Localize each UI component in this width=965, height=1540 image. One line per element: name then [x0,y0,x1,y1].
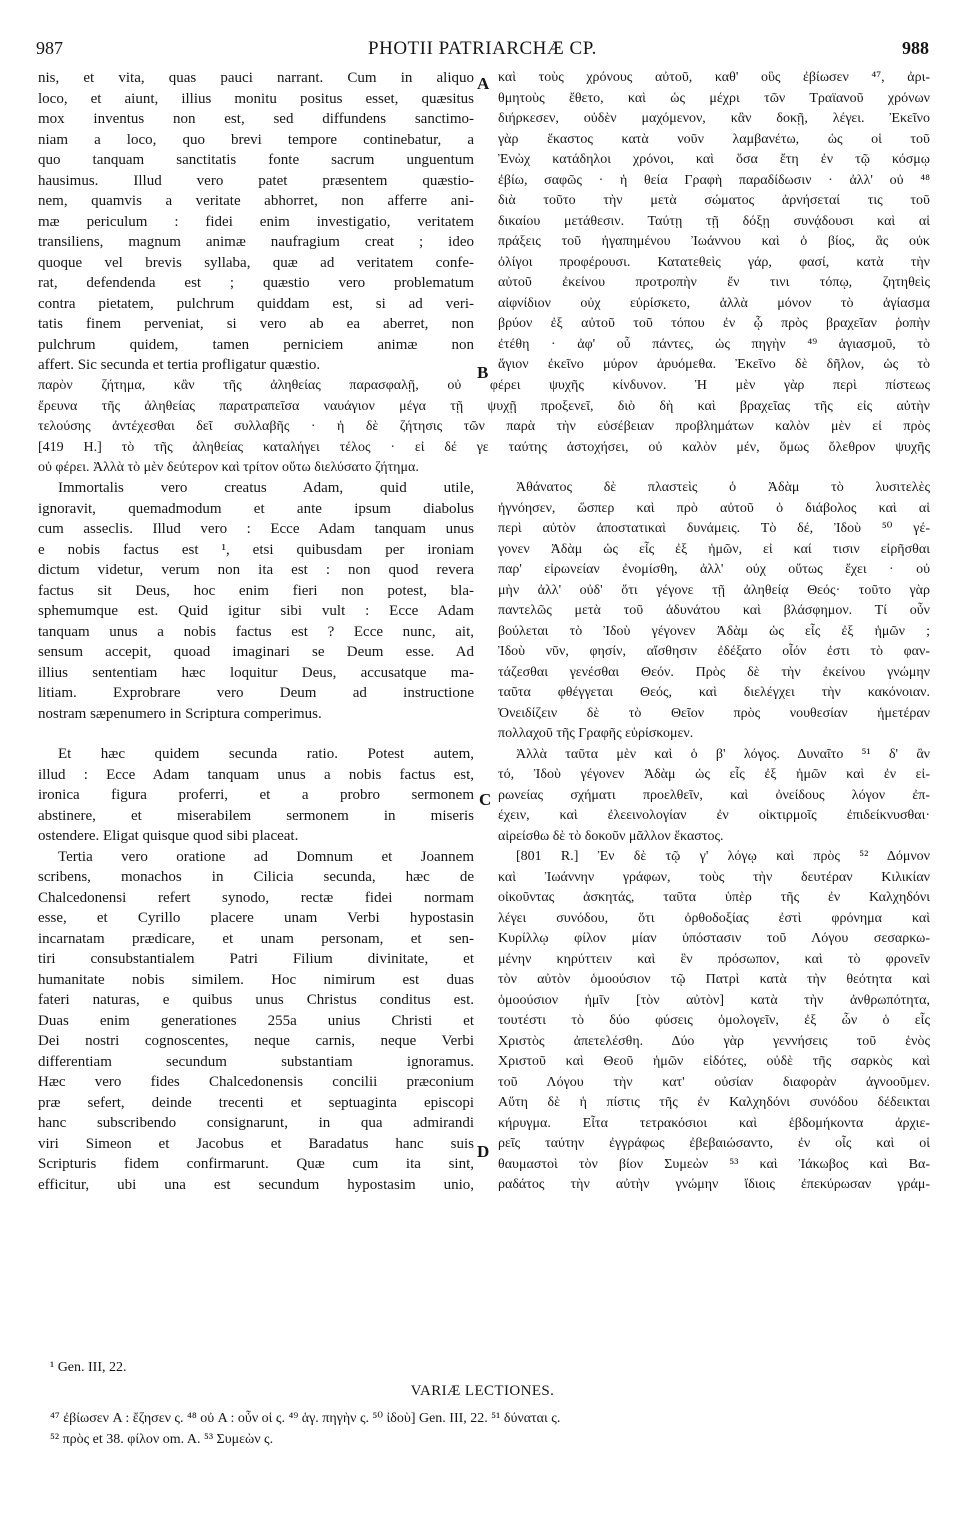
text-line: tanquam unus a nobis factus est ? Ecce nunc, ait, [38,623,474,640]
text-line: Αὕτη δὲ ἡ πίστις τῆς ἐν Καλχηδόνι συνόδου δέδεικται [498,1095,930,1110]
greek-column-top [498,68,930,376]
text-line: sphemumque est. Quid igitur sibi vult : Ecce Adam [38,603,474,619]
text-line: αἱρείσθω δὲ τὸ δοκοῦν μᾶλλον ἕκαστος. [498,828,724,844]
text-line: βούλεται τὸ Ἰδοὺ γέγονεν Ἀδὰμ ὡς εἷς ἐξ ἡμῶν ; [498,623,930,639]
margin-mark-b: B [477,363,489,382]
text-line: Et hæc quidem secunda ratio. Potest autem, [58,746,474,762]
text-line: Chalcedonensi refert synodo, rectæ fidei normam [38,889,474,906]
text-line: καὶ Ἰωάννην γράφων, τοὺς τὴν δευτέραν Κιλικίαν [498,869,930,885]
text-line: οὐ φέρει. Ἀλλὰ τὸ μὲν δεύτερον καὶ τρίτον οὕτω διελύσατο ζήτημα. [38,460,419,475]
text-line: efficitur, ubi una est secundum hypostasim unio, [38,1176,474,1193]
text-line: ostendere. Eligat quisque quod sibi placeat. [38,828,299,844]
text-line: παρὸν ζήτημα, κἂν τῆς ἀληθείας παρασφαλῇ, οὐ φέρει ψυχῆς κίνδυνον. Ἡ μὲν γὰρ περὶ πίστεως [38,378,930,393]
text-line: μένην κηρύττειν καὶ ἓν πρόσωπον, καὶ τὸ φρονεῖν [498,951,930,967]
text-line: hausimus. Illud vero patet præsentem quæstio- [38,172,474,189]
text-line: Χριστοῦ καὶ Θεοῦ ἡμῶν εἰδότες, οὐδὲ τῆς σαρκὸς καὶ [498,1054,930,1069]
text-line: esse, et Cyrillo placere unam Verbi hypostasin [38,910,474,926]
latin-column-bottom [38,478,474,1195]
text-line: τό, Ἰδοὺ γέγονεν Ἀδὰμ ὡς εἷς ἐξ ἡμῶν καὶ ἐν εἰ- [498,767,930,782]
right-page-number: 988 [902,38,929,58]
text-line: κήρυγμα. Εἶτα τετρακόσιοι καὶ ἑβδομήκοντα ἀρχιε- [498,1115,930,1131]
text-line: Ἰδοὺ νῦν, φησίν, αἴσθησιν ἐδέξατο οἷόν ἐστι τὸ φαν- [498,644,930,659]
text-line: έχειν, καὶ ἐλεεινολογίαν ἐν οἰκτιρμοῖς ἐπιδείκνυσθαι· [498,808,930,823]
text-line: πράξεις τοῦ ἠγαπημένου Ἰωάννου καὶ ὁ βίος, ἃς οὐκ [498,234,930,249]
text-line: Immortalis vero creatus Adam, quid utile, [58,480,474,496]
text-line: Χριστὸς ἀπετελέσθη. Δύο γὰρ γεννήσεις τοῦ ἑνὸς [498,1033,930,1049]
text-line: Dei nostri cognoscentes, neque carnis, neque Verbi [38,1033,474,1049]
text-line: λέγει συνόδου, ὅτι ὀρθοδοξίας ἐστὶ φρόνημα καὶ [498,910,930,926]
text-line: fateri naturas, e quibus unus Christus conditus est. [38,992,474,1008]
latin-column-top [38,68,474,376]
greek-full-width [38,376,930,479]
text-line: nostram sæpenumero in Scriptura comperimus. [38,705,322,722]
text-line: ignoravit, quemadmodum et ante ipsum diabolus [38,500,474,517]
text-line: nis, et vita, quas pauci narrant. Cum in aliquo [38,70,474,86]
text-line: ironica figura proferri, et a probro sermonem [38,787,474,803]
text-line: niam a loco, quo brevi tempore continebatur, a [38,131,474,148]
text-line: loco, et aiunt, illius monitu positus esset, quæsitus [38,90,474,107]
text-line: viri Simeon et Jacobus et Baradatus hanc suis [38,1135,474,1152]
text-line: Ἀλλὰ ταῦτα μὲν καὶ ὁ β' λόγος. Δυναῖτο ⁵¹ δ' ἂν [516,746,930,762]
text-line: Hæc vero fides Chalcedonensis concilii præconium [38,1074,474,1090]
text-line: [419 H.] τὸ τῆς ἀληθείας καταλήγει τέλος · εἰ δέ γε ταύτης ἀστοχήσει, οὐ καλὸν μέν, ὅμως ὄλεθρον ψυχῆς [38,439,930,455]
text-line: differentiam secundum substantiam ignoramus. [38,1053,474,1070]
text-line: ἐβίω, σαφῶς · ἡ θεία Γραφὴ παραδίδωσιν · ἀλλ' οὐ ⁴⁸ [498,172,930,188]
text-line: tiri consubstantialem Patri Filium divinitate, et [38,951,474,967]
text-line: illius sententiam hæc loquitur Deus, accusatque ma- [38,664,474,681]
text-line: factus sit Deus, hoc enim fieri non potest, bla- [38,582,474,599]
text-line: abstinere, et miserabilem sermonem in miseris [38,807,474,824]
text-line: mæ periculum : fidei enim investigatio, veritatem [38,213,474,230]
text-line: διὰ τοῦτο τὴν μετὰ σώματος ἀρνήσεταί τις τοῦ [498,193,930,208]
text-line: Tertia vero oratione ad Domnum et Joannem [58,848,474,865]
text-line: hanc subscribendo consignarunt, in qua admirandi [38,1115,474,1131]
text-line: βρύον ἐξ αὐτοῦ τοῦ τόπου ἐν ᾧ πρὸς βραχεῖαν ῥοπὴν [498,316,930,331]
text-line: nem, quamvis a veritate abhorret, non afferre ani- [38,193,474,209]
text-line: ἐτέθη · ἀφ' οὗ πάντες, ὡς πηγὴν ⁴⁹ ἁγιασμοῦ, τὸ [498,336,930,352]
greek-column-bottom [498,478,930,1196]
text-line: incarnatam prædicare, et unam personam, et sen- [38,930,474,947]
text-line: cum asseclis. Illud vero : Ecce Adam tanquam unus [38,521,474,537]
margin-mark-c: C [479,790,492,809]
text-line: δικαίου μετάθεσιν. Ταύτῃ τῇ δόξῃ συνᾴδουσι καὶ αἱ [498,213,930,229]
text-line: οἰκοῦντας ἀσκητάς, ταῦτα ὑπὲρ τῆς ἐν Καλχηδόνι [498,890,930,905]
text-line: præ sefert, deinde trecenti et septuaginta episcopi [38,1094,474,1111]
page-header [36,38,929,62]
text-line: litiam. Exprobrare vero Deum ad instructione [38,685,474,701]
running-title: PHOTII PATRIARCHÆ CP. [368,38,597,59]
text-line: rat, defendenda est ; quæstio vero problematum [38,275,474,291]
text-line: ἅγιον ἐκεῖνο μύρον ἀρυόμεθα. Ἐκεῖνο δὲ δῆλον, ὡς τὸ [498,357,930,372]
text-line: ὁμοούσιον ἡμῖν [τὸν αὐτὸν] κατὰ τὴν ἀνθρωπότητα, [498,992,930,1008]
text-line: quo tanquam sanctitatis fonte sacrum unguentum [38,152,474,168]
text-line: mox inventus non est, sed diffundens sanctimo- [38,111,474,127]
text-line: affert. Sic secunda et tertia profligatur quæstio. [38,357,321,373]
text-line: καὶ τοὺς χρόνους αὐτοῦ, καθ' οὓς ἐβίωσεν ⁴⁷, ἀρι- [498,70,930,85]
text-line: παρ' εἰρωνείαν ἐνομίσθη, ἀλλ' οὐχ οὕτως ἔχει · οὐ [498,562,930,577]
text-line: παντελῶς μετὰ τοῦ ἀδυνάτου καὶ βλάσφημον. Τί οὖν [498,603,930,618]
text-line: Ἐνὼχ κατάδηλοι χρόνοι, καὶ ὅσα ἔτη ἐν τῷ κόσμῳ [498,152,930,167]
text-line: Duas enim generationes 255a unius Christi et [38,1012,474,1029]
text-line: Ἀθάνατος δὲ πλαστεὶς ὁ Ἀδὰμ τὸ λυσιτελὲς [516,480,930,495]
text-line: tatis finem perveniat, si vero ab ea aberret, non [38,316,474,332]
text-line: humanitate nobis similem. Hoc nimirum est duas [38,971,474,988]
text-line: transiliens, magnum animæ naufragium creat ; ideo [38,234,474,250]
text-line: πολλαχοῦ τῆς Γραφῆς εὑρίσκομεν. [498,726,694,741]
margin-mark-d: D [477,1142,490,1161]
text-line: τὸν αὐτὸν ὁμοούσιον τῷ Πατρὶ κατὰ τὴν θεότητα καὶ [498,972,930,987]
text-line: τοῦ Λόγου τὴν κατ' οὐσίαν διαφορὰν ἀγνοοῦμεν. [498,1074,930,1090]
text-line: θμητοὺς ἔθετο, καὶ ὡς μέχρι τῶν Τραϊανοῦ χρόνων [498,90,930,106]
text-line: γονεν Ἀδὰμ ὡς εἷς ἐξ ἡμῶν, εἰ καί τισιν εἰρῆσθαι [498,541,930,557]
text-line: αὐτοῦ ἐκείνου προτροπὴν ἔν τινι τόπῳ, ζητηθεὶς [498,275,930,290]
text-line: pulchrum quidem, tamen perniciem animæ non [38,336,474,353]
text-line: ρεῖς ταύτην ἐγγράφως ἐβεβαιώσαντο, ἐν οἷς καὶ οἱ [498,1136,930,1151]
text-line: μὴν ἀλλ' οὐδ' ὅτι γέγονε τῇ ἀληθείᾳ Θεός· τοῦτο γὰρ [498,582,930,598]
text-line: τάζεσθαι γενέσθαι Θεόν. Πρὸς δὲ τὴν ἐκείνου γνώμην [498,664,930,680]
variae-lectiones-title: VARIÆ LECTIONES. [410,1383,555,1399]
text-line: ταῦτα φθέγγεται Θεός, καὶ διελέγχει τὴν κακόνοιαν. [498,685,930,700]
text-line: αἰφνίδιον οὐχ εὑρίσκετο, ἀλλὰ μόνον τὸ ἁγίασμα [498,295,930,311]
text-line: γὰρ ἕκαστος κατὰ νοῦν λαμβανέτω, ὡς οἱ τοῦ [498,131,930,147]
text-line: Scripturis fidem confirmarunt. Quæ cum ita sint, [38,1156,474,1172]
text-line: περὶ αὐτὸν ἀποστατικαὶ δυνάμεις. Τὸ δέ, Ἰδοὺ ⁵⁰ γέ- [498,521,930,536]
text-line: ἔρευνα τῆς ἀληθείας παρατραπεῖσα ναυάγιον μέγα τῇ ψυχῇ προξενεῖ, διὸ δὴ καὶ βραχεῖας τῆς εἰς αὐτὴν [38,398,930,414]
text-line: illud : Ecce Adam tanquam unus a nobis factus est, [38,766,474,783]
text-line: διήρκεσεν, οὐδὲν μαχόμενον, κἂν δοκῇ, λέγει. Ἐκεῖνο [498,111,930,126]
text-line: ὀλίγοι προφέρουσι. Κατατεθεὶς γάρ, φασί, κατὰ τὴν [498,254,930,270]
text-line: [801 R.] Ἐν δὲ τῷ γ' λόγῳ καὶ πρὸς ⁵² Δόμνον [516,849,930,864]
text-line: contra pietatem, pulchrum quiddam est, si ad veri- [38,295,474,312]
text-line: θαυμαστοὶ τὸν βίον Συμεὼν ⁵³ καὶ Ἰάκωβος καὶ Βα- [498,1156,930,1172]
footnote: ¹ Gen. III, 22. [50,1360,127,1375]
margin-mark-a: A [477,74,490,93]
text-line: ρωνείας σχήματι προελθεῖν, καὶ ὀνείδους λόγον ἐπ- [498,787,930,803]
text-line: quoque vel brevis syllaba, quæ ad veritatem confe- [38,254,474,271]
text-line: τελούσης ἀντέχεσθαι δεῖ συλλαβῆς · ἡ δὲ ζήτησις τῶν παρὰ τὴν εὐσέβειαν προβλημάτων καλὸν μὲν εἰ πρὸς [38,419,930,434]
text-line: dictum videtur, verum non ita est : non quod revera [38,562,474,578]
variant-line: ⁵² πρὸς et 38. φίλον om. A. ⁵³ Συμεὼν ς. [50,1432,274,1447]
text-line: Κυρίλλῳ φίλον μίαν ὑπόστασιν τοῦ Λόγου σεσαρκω- [498,931,930,946]
text-line: Ὀνειδίζειν δὲ τὸ Θεῖον πρὸς νουθεσίαν ἡμετέραν [498,705,930,721]
text-line: scribens, monachos in Cilicia secunda, hæc de [38,869,474,885]
text-line: sensum accepit, quoad imaginari se Deum esse. Ad [38,644,474,660]
text-line: ραδάτος τὴν αὐτὴν γνώμην ἴδιοις ἐπεκύρωσαν γράμ- [498,1177,930,1192]
variant-line: ⁴⁷ ἐβίωσεν A : ἔζησεν ς. ⁴⁸ οὐ A : οὖν οἱ ς. ⁴⁹ ἁγ. πηγὴν ς. ⁵⁰ ἰδοὺ] Gen. III, 22. ⁵¹ δύναται ς. [50,1411,561,1426]
text-line: ἠγνόησεν, ὥσπερ καὶ πρὸ αὐτοῦ ὁ διάβολος καὶ αἱ [498,500,930,516]
left-page-number: 987 [36,38,63,58]
text-line: τουτέστι τὸ δύο φύσεις ὁμολογεῖν, ἐξ ὧν ὁ εἷς [498,1013,930,1028]
text-line: e nobis factus est ¹, etsi quibusdam per ironiam [38,541,474,558]
